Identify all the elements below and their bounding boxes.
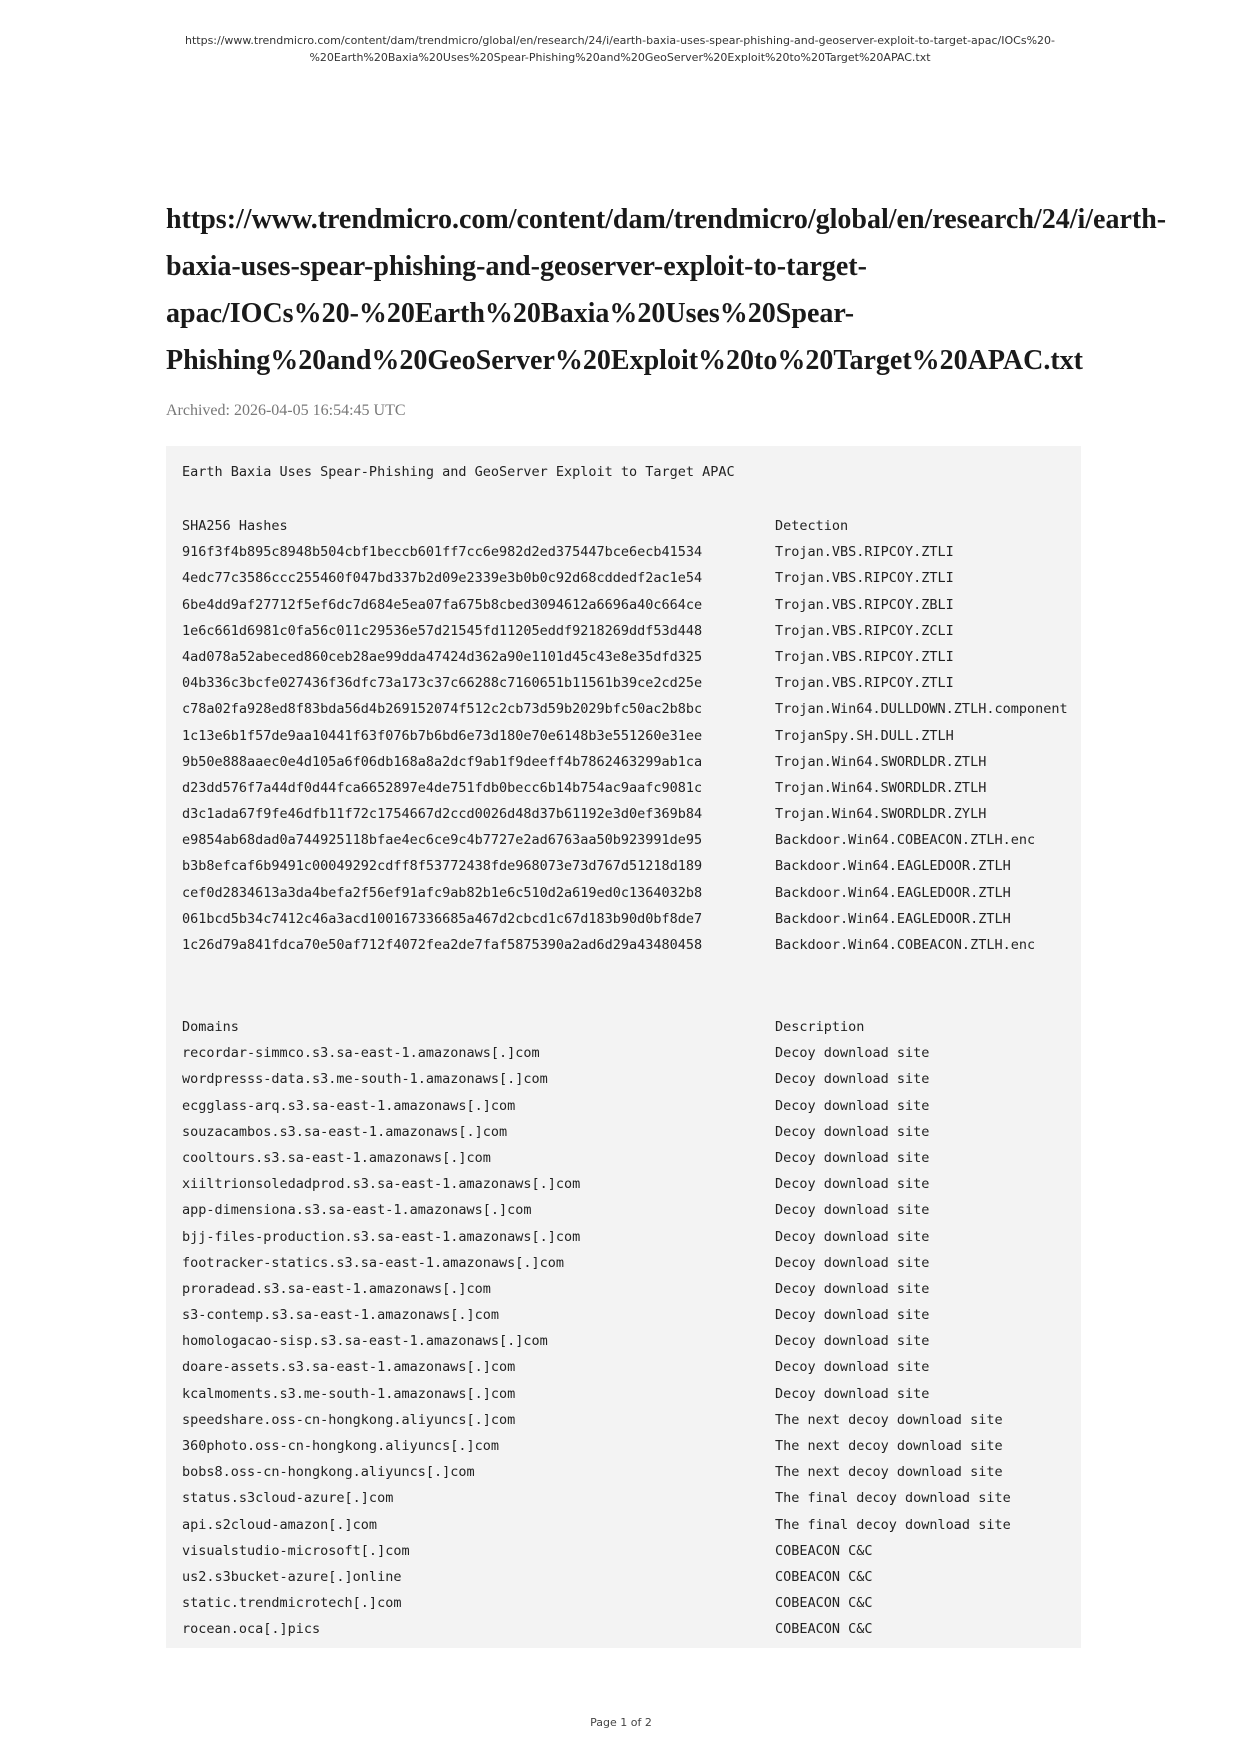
domain-value: doare-assets.s3.sa-east-1.amazonaws[.]com xyxy=(182,1359,516,1376)
domain-value: 360photo.oss-cn-hongkong.aliyuncs[.]com xyxy=(182,1438,499,1454)
detection-column-header: Detection xyxy=(775,518,849,534)
header-url-line-2: %20Earth%20Baxia%20Uses%20Spear-Phishing%20and%20GeoServer%20Exploit%20to%20Target%20APAC.txt xyxy=(309,51,931,64)
hash-column xyxy=(182,513,702,958)
domain-value: speedshare.oss-cn-hongkong.aliyuncs[.]com xyxy=(182,1411,516,1428)
domain-value: proradead.s3.sa-east-1.amazonaws[.]com xyxy=(182,1280,491,1297)
hash-value: cef0d2834613a3da4befa2f56ef91afc9ab82b1e6c510d2a619ed0c1364032b8 xyxy=(182,884,703,901)
domain-value: homologacao-sisp.s3.sa-east-1.amazonaws[.]com xyxy=(182,1333,548,1350)
domain-value: bobs8.oss-cn-hongkong.aliyuncs[.]com xyxy=(182,1464,475,1481)
hash-value: 061bcd5b34c7412c46a3acd100167336685a467d2cbcd1c67d183b90d0bf8de7 xyxy=(182,910,703,927)
domain-value: status.s3cloud-azure[.]com xyxy=(182,1490,394,1507)
domain-value: us2.s3bucket-azure[.]online xyxy=(182,1568,402,1585)
detection-value: Trojan.VBS.RIPCOY.ZTLI xyxy=(775,544,954,561)
hash-column-header: SHA256 Hashes xyxy=(182,518,288,534)
detection-value: Trojan.VBS.RIPCOY.ZBLI xyxy=(775,596,954,613)
description-value: Decoy download site xyxy=(775,1202,930,1219)
description-value: Decoy download site xyxy=(775,1280,930,1297)
domain-value: ecgglass-arq.s3.sa-east-1.amazonaws[.]com xyxy=(182,1097,516,1114)
hash-value: d3c1ada67f9fe46dfb11f72c1754667d2ccd0026d48d37b61192e3d0ef369b84 xyxy=(182,806,703,823)
hash-value: 1e6c661d6981c0fa56c011c29536e57d21545fd11205eddf9218269ddf53d448 xyxy=(182,622,703,639)
detection-value: Trojan.Win64.SWORDLDR.ZYLH xyxy=(775,806,987,823)
hash-value: 9b50e888aaec0e4d105a6f06db168a8a2dcf9ab1f9deeff4b7862463299ab1ca xyxy=(182,753,703,770)
page-title-line-4: Phishing%20and%20GeoServer%20Exploit%20to%20Target%20APAC.txt xyxy=(166,345,1083,376)
hash-value: 1c13e6b1f57de9aa10441f63f076b7b6bd6e73d180e70e6148b3e551260e31ee xyxy=(182,727,703,744)
hash-value: e9854ab68dad0a744925118bfae4ec6ce9c4b7727e2ad6763aa50b923991de95 xyxy=(182,832,703,849)
description-value: Decoy download site xyxy=(775,1359,930,1376)
detection-value: Trojan.Win64.DULLDOWN.ZTLH.component xyxy=(775,701,1068,718)
detection-value: Backdoor.Win64.EAGLEDOOR.ZTLH xyxy=(775,910,1011,927)
description-value: Decoy download site xyxy=(775,1254,930,1271)
hash-value: 4ad078a52abeced860ceb28ae99dda47424d362a90e1101d45c43e8e35dfd325 xyxy=(182,648,703,665)
description-value: COBEACON C&C xyxy=(775,1621,873,1638)
description-value: The next decoy download site xyxy=(775,1411,1003,1428)
description-value: Decoy download site xyxy=(775,1097,930,1114)
hash-value: 6be4dd9af27712f5ef6dc7d684e5ea07fa675b8cbed3094612a6696a40c664ce xyxy=(182,596,703,613)
detection-column xyxy=(775,513,1068,958)
description-value: Decoy download site xyxy=(775,1176,930,1193)
hash-value: b3b8efcaf6b9491c00049292cdff8f53772438fde968073e73d767d51218d189 xyxy=(182,858,703,875)
domain-value: app-dimensiona.s3.sa-east-1.amazonaws[.]com xyxy=(182,1202,532,1219)
domain-value: static.trendmicrotech[.]com xyxy=(182,1595,402,1612)
domain-value: api.s2cloud-amazon[.]com xyxy=(182,1516,378,1533)
description-value: The final decoy download site xyxy=(775,1490,1011,1507)
domain-value: footracker-statics.s3.sa-east-1.amazonaws[.]com xyxy=(182,1254,565,1271)
description-value: Decoy download site xyxy=(775,1149,930,1166)
domain-value: xiiltrionsoledadprod.s3.sa-east-1.amazonaws[.]com xyxy=(182,1176,581,1193)
detection-value: Trojan.Win64.SWORDLDR.ZTLH xyxy=(775,779,987,796)
page-title-line-2: baxia-uses-spear-phishing-and-geoserver-exploit-to-target- xyxy=(166,251,867,282)
header-url xyxy=(170,32,1070,66)
domain-value: souzacambos.s3.sa-east-1.amazonaws[.]com xyxy=(182,1123,508,1140)
domain-value: rocean.oca[.]pics xyxy=(182,1621,321,1638)
description-value: COBEACON C&C xyxy=(775,1595,873,1612)
hash-value: 916f3f4b895c8948b504cbf1beccb601ff7cc6e982d2ed375447bce6ecb41534 xyxy=(182,544,703,561)
detection-value: Backdoor.Win64.EAGLEDOOR.ZTLH xyxy=(775,884,1011,901)
archived-timestamp: Archived: 2026-04-05 16:54:45 UTC xyxy=(166,402,406,419)
domain-column xyxy=(182,1014,580,1643)
description-value: Decoy download site xyxy=(775,1385,930,1402)
detection-value: Backdoor.Win64.COBEACON.ZTLH.enc xyxy=(775,937,1036,953)
page-title-line-3: apac/IOCs%20-%20Earth%20Baxia%20Uses%20Spear- xyxy=(166,298,855,329)
domain-value: kcalmoments.s3.me-south-1.amazonaws[.]com xyxy=(182,1385,516,1402)
description-value: Decoy download site xyxy=(775,1123,930,1140)
domain-value: visualstudio-microsoft[.]com xyxy=(182,1542,410,1559)
detection-value: TrojanSpy.SH.DULL.ZTLH xyxy=(775,727,954,744)
detection-value: Backdoor.Win64.COBEACON.ZTLH.enc xyxy=(775,832,1036,849)
page-title-line-1: https://www.trendmicro.com/content/dam/trendmicro/global/en/research/24/i/earth- xyxy=(166,204,1167,235)
detection-value: Backdoor.Win64.EAGLEDOOR.ZTLH xyxy=(775,858,1011,875)
description-value: Decoy download site xyxy=(775,1307,930,1324)
hash-value: 04b336c3bcfe027436f36dfc73a173c37c66288c7160651b11561b39ce2cd25e xyxy=(182,675,703,692)
description-value: Decoy download site xyxy=(775,1045,930,1062)
description-value: Decoy download site xyxy=(775,1071,930,1088)
hash-value: 4edc77c3586ccc255460f047bd337b2d09e2339e3b0b0c92d68cddedf2ac1e54 xyxy=(182,570,703,587)
domain-value: bjj-files-production.s3.sa-east-1.amazonaws[.]com xyxy=(182,1228,581,1245)
description-value: The next decoy download site xyxy=(775,1438,1003,1454)
description-column xyxy=(775,1014,1011,1643)
hash-value: d23dd576f7a44df0d44fca6652897e4de751fdb0becc6b14b754ac9aafc9081c xyxy=(182,779,703,796)
document-heading: Earth Baxia Uses Spear-Phishing and GeoServer Exploit to Target APAC xyxy=(182,464,735,480)
description-value: Decoy download site xyxy=(775,1228,930,1245)
detection-value: Trojan.VBS.RIPCOY.ZTLI xyxy=(775,648,954,665)
description-value: COBEACON C&C xyxy=(775,1542,873,1559)
detection-value: Trojan.VBS.RIPCOY.ZCLI xyxy=(775,622,954,639)
description-value: The next decoy download site xyxy=(775,1464,1003,1481)
hash-value: 1c26d79a841fdca70e50af712f4072fea2de7faf5875390a2ad6d29a43480458 xyxy=(182,937,703,953)
page-number: Page 1 of 2 xyxy=(590,1716,652,1729)
page-title xyxy=(166,196,1242,384)
description-value: The final decoy download site xyxy=(775,1516,1011,1533)
domain-column-header: Domains xyxy=(182,1019,239,1035)
header-url-line-1: https://www.trendmicro.com/content/dam/trendmicro/global/en/research/24/i/earth-baxia-uses-spear-phishing-and-geoserver-exploit-to-target-apac/IOCs%20- xyxy=(185,34,1055,47)
description-column-header: Description xyxy=(775,1019,865,1035)
detection-value: Trojan.VBS.RIPCOY.ZTLI xyxy=(775,675,954,692)
domain-value: wordpresss-data.s3.me-south-1.amazonaws[.]com xyxy=(182,1071,548,1088)
description-value: COBEACON C&C xyxy=(775,1568,873,1585)
domain-value: cooltours.s3.sa-east-1.amazonaws[.]com xyxy=(182,1149,491,1166)
domain-value: recordar-simmco.s3.sa-east-1.amazonaws[.]com xyxy=(182,1045,540,1062)
detection-value: Trojan.Win64.SWORDLDR.ZTLH xyxy=(775,753,987,770)
domain-value: s3-contemp.s3.sa-east-1.amazonaws[.]com xyxy=(182,1307,499,1324)
hash-value: c78a02fa928ed8f83bda56d4b269152074f512c2cb73d59b2029bfc50ac2b8bc xyxy=(182,701,703,718)
detection-value: Trojan.VBS.RIPCOY.ZTLI xyxy=(775,570,954,587)
description-value: Decoy download site xyxy=(775,1333,930,1350)
